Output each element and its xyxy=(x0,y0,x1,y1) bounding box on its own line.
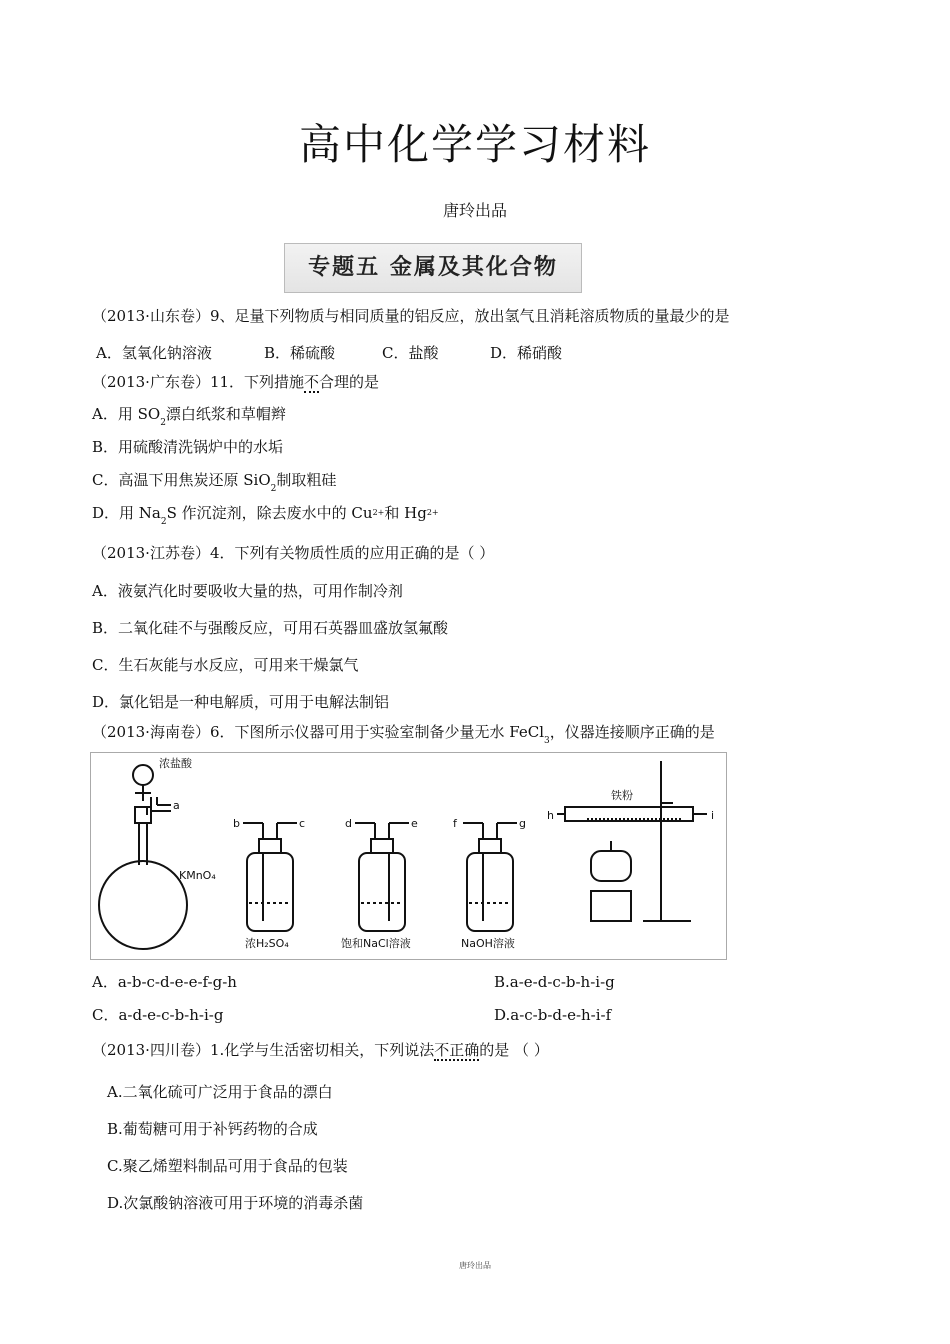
fig-port-f: f xyxy=(453,817,457,830)
question-4-stem xyxy=(92,722,715,751)
q4-stem-text: （2013·海南卷）6．下图所示仪器可用于实验室制备少量无水 FeCl xyxy=(92,723,544,741)
q2-d-sup2: 2+ xyxy=(426,508,439,517)
fig-kmno4-label: KMnO₄ xyxy=(179,869,216,882)
fig-port-h: h xyxy=(547,809,554,822)
fig-bottle2-label: 饱和NaCl溶液 xyxy=(341,937,411,950)
q2-stem-tail: 合理的是 xyxy=(319,373,380,391)
q1-option-b: B．稀硫酸 xyxy=(264,344,336,362)
q3-option-d: D．氯化铝是一种电解质，可用于电解法制铝 xyxy=(92,693,390,711)
fig-port-e: e xyxy=(411,817,418,830)
topic-banner-text: 专题五 金属及其化合物 xyxy=(308,255,558,280)
q2-option-a xyxy=(92,404,286,433)
q5-emphasis: 不正确 xyxy=(434,1041,480,1059)
q3-option-c: C．生石灰能与水反应，可用来干燥氯气 xyxy=(92,656,359,674)
q2-stem-text: （2013·广东卷）11．下列措施 xyxy=(92,373,305,391)
q5-option-d: D.次氯酸钠溶液可用于环境的消毒杀菌 xyxy=(107,1194,364,1212)
q3-option-b: B．二氧化硅不与强酸反应，可用石英器皿盛放氢氟酸 xyxy=(92,619,449,637)
wash-bottle-1 xyxy=(247,853,293,931)
q4-option-b: B.a-e-d-c-b-h-i-g xyxy=(494,973,615,991)
page-footer: 唐玲出品 xyxy=(459,1261,491,1270)
fig-bottle1-label: 浓H₂SO₄ xyxy=(245,937,289,950)
q1-option-c: C．盐酸 xyxy=(382,344,439,362)
q4-option-c: C．a-d-e-c-b-h-i-g xyxy=(92,1006,224,1024)
q4-option-a: A．a-b-c-d-e-e-f-g-h xyxy=(92,973,237,991)
q5-option-c: C.聚乙烯塑料制品可用于食品的包装 xyxy=(107,1157,348,1175)
apparatus-figure xyxy=(90,752,727,960)
fig-bottle3-label: NaOH溶液 xyxy=(461,937,515,950)
question-5-stem xyxy=(92,1040,549,1060)
q4-option-d: D.a-c-b-d-e-h-i-f xyxy=(494,1006,612,1024)
apparatus-diagram xyxy=(91,753,726,959)
q5-option-b: B.葡萄糖可用于补钙药物的合成 xyxy=(107,1120,318,1138)
funnel-bulb xyxy=(133,765,153,785)
fig-port-b: b xyxy=(233,817,240,830)
question-1-stem: （2013·山东卷）9、足量下列物质与相同质量的铝反应，放出氢气且消耗溶质物质的量最少的是 xyxy=(92,307,730,325)
q2-d-and: 和 Hg xyxy=(384,504,427,522)
fig-port-a: a xyxy=(173,799,180,812)
fig-tube-label: 铁粉 xyxy=(611,789,633,802)
author-line: 唐玲出品 xyxy=(442,201,507,220)
q1-option-a: A．氢氧化钠溶液 xyxy=(96,344,212,362)
q2-d-sub: 2 xyxy=(160,517,167,527)
q5-stem-tail: 的是 （ ） xyxy=(479,1041,549,1059)
q2-c-text: C．高温下用焦炭还原 SiO xyxy=(92,471,271,489)
page-title: 高中化学学习材料 xyxy=(298,120,651,169)
q2-option-c xyxy=(92,470,336,499)
q2-d-text: D．用 Na xyxy=(92,504,161,522)
fig-port-d: d xyxy=(345,817,352,830)
fig-funnel-label: 浓盐酸 xyxy=(159,757,192,770)
fig-port-i: i xyxy=(711,809,715,822)
q2-option-b: B．用硫酸清洗锅炉中的水垢 xyxy=(92,438,284,456)
fig-port-c: c xyxy=(299,817,306,830)
q2-a-text: A．用 SO xyxy=(92,405,161,423)
q5-option-a: A.二氧化硫可广泛用于食品的漂白 xyxy=(107,1083,333,1101)
q2-c-sub: 2 xyxy=(270,484,277,494)
q3-option-a: A．液氨汽化时要吸收大量的热，可用作制冷剂 xyxy=(92,582,403,600)
q2-a-tail: 漂白纸浆和草帽辫 xyxy=(165,405,286,423)
lamp xyxy=(591,851,631,881)
q2-option-d xyxy=(92,503,439,532)
q1-option-d: D．稀硝酸 xyxy=(490,344,563,362)
round-flask xyxy=(99,861,187,949)
q4-stem-sub: 3 xyxy=(544,736,550,746)
q4-stem-tail: ，仪器连接顺序正确的是 xyxy=(549,723,715,741)
q5-stem-text: （2013·四川卷）1.化学与生活密切相关，下列说法 xyxy=(92,1041,435,1059)
wash-bottle-3 xyxy=(467,853,513,931)
wash-bottle-2 xyxy=(359,853,405,931)
q2-c-tail: 制取粗硅 xyxy=(276,471,337,489)
q2-d-mid: S 作沉淀剂，除去废水中的 Cu xyxy=(166,504,373,522)
question-3-stem: （2013·江苏卷）4．下列有关物质性质的应用正确的是（ ） xyxy=(92,544,495,562)
q2-a-sub: 2 xyxy=(160,418,166,428)
fig-port-g: g xyxy=(519,817,526,830)
q2-d-sup1: 2+ xyxy=(372,508,385,517)
question-2-stem xyxy=(92,372,379,392)
flask-stopper xyxy=(135,807,151,823)
q2-emphasis: 不 xyxy=(304,373,320,391)
topic-banner xyxy=(284,243,582,293)
